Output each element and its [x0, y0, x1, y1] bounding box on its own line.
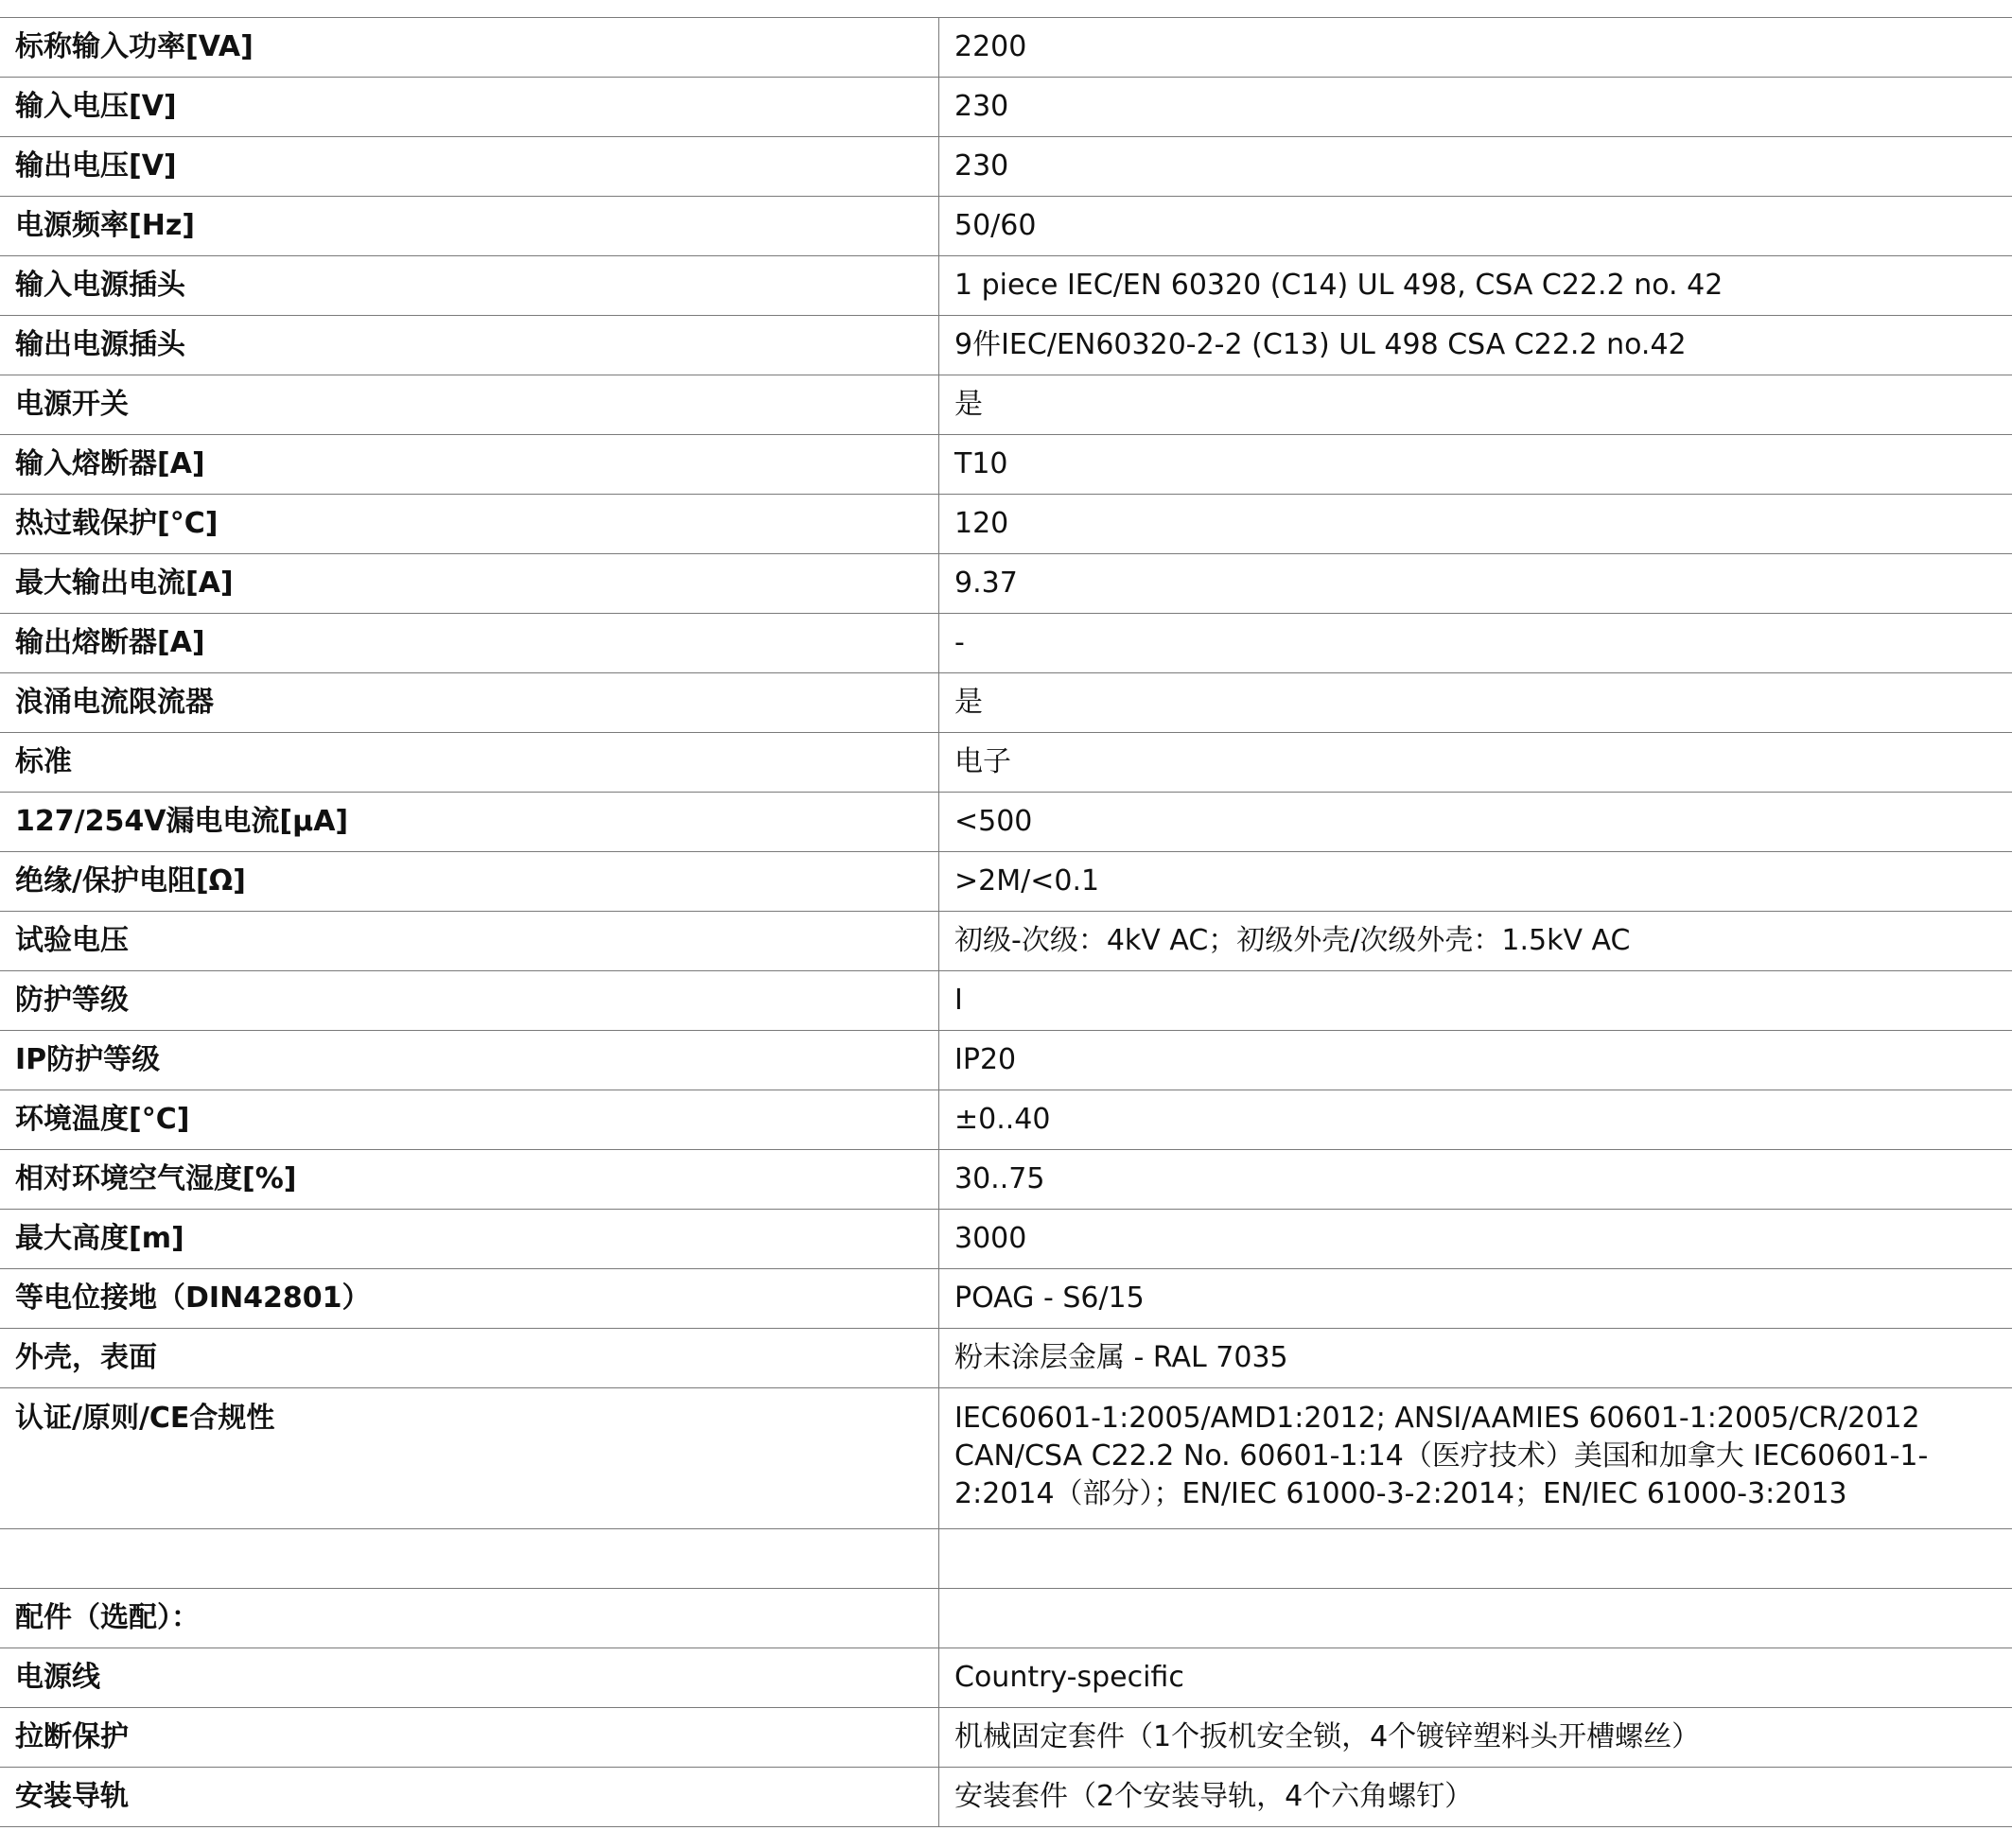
table-row — [0, 852, 2012, 912]
spec-value: IEC60601-1:2005/AMD1:2012; ANSI/AAMIES 60601-1:2005/CR/2012 CAN/CSA C22.2 No. 60601-1:14（医疗技术）美国和加拿大 IEC60601-1-2:2014（部分）；EN/IEC 61000-3-2:2014；EN/IEC 61000-3:2013 — [939, 1388, 2012, 1529]
spec-value: <500 — [939, 793, 2012, 852]
table-row — [0, 1708, 2012, 1768]
spec-key: 防护等级 — [0, 971, 939, 1031]
spec-key: 输入熔断器[A] — [0, 435, 939, 495]
spec-key: 相对环境空气湿度[%] — [0, 1150, 939, 1210]
spec-value: 2200 — [939, 18, 2012, 78]
spec-value: T10 — [939, 435, 2012, 495]
table-row — [0, 1210, 2012, 1269]
spec-value: I — [939, 971, 2012, 1031]
spec-value: ±0..40 — [939, 1090, 2012, 1150]
spec-value: 机械固定套件（1个扳机安全锁，4个镀锌塑料头开槽螺丝） — [939, 1708, 2012, 1768]
spec-value: 9.37 — [939, 554, 2012, 614]
spec-key: 电源开关 — [0, 375, 939, 435]
spec-value: 30..75 — [939, 1150, 2012, 1210]
spec-key: 电源频率[Hz] — [0, 197, 939, 256]
table-row — [0, 1269, 2012, 1329]
table-row — [0, 1388, 2012, 1529]
spec-key: 热过载保护[°C] — [0, 495, 939, 554]
spec-value: 初级-次级：4kV AC；初级外壳/次级外壳：1.5kV AC — [939, 912, 2012, 971]
table-row — [0, 912, 2012, 971]
table-row — [0, 793, 2012, 852]
spec-value: >2M/<0.1 — [939, 852, 2012, 912]
table-row — [0, 495, 2012, 554]
spec-key: 环境温度[°C] — [0, 1090, 939, 1150]
table-row — [0, 18, 2012, 78]
spec-value: 120 — [939, 495, 2012, 554]
spec-key: 输出电源插头 — [0, 316, 939, 375]
table-row — [0, 971, 2012, 1031]
table-row — [0, 78, 2012, 137]
table-row — [0, 1150, 2012, 1210]
table-row — [0, 1768, 2012, 1827]
spec-key: 输入电源插头 — [0, 256, 939, 316]
spec-key: 安装导轨 — [0, 1768, 939, 1827]
table-row — [0, 1031, 2012, 1090]
spec-value: 230 — [939, 78, 2012, 137]
spec-value: 1 piece IEC/EN 60320 (C14) UL 498, CSA C22.2 no. 42 — [939, 256, 2012, 316]
spec-key: 拉断保护 — [0, 1708, 939, 1768]
table-row — [0, 137, 2012, 197]
table-row — [0, 554, 2012, 614]
spec-value — [939, 1529, 2012, 1589]
table-row — [0, 673, 2012, 733]
spec-key: 浪涌电流限流器 — [0, 673, 939, 733]
table-row-empty — [0, 1529, 2012, 1589]
spec-value: 是 — [939, 375, 2012, 435]
spec-value: POAG - S6/15 — [939, 1269, 2012, 1329]
spec-value — [939, 1589, 2012, 1648]
spec-key: IP防护等级 — [0, 1031, 939, 1090]
spec-key: 电源线 — [0, 1648, 939, 1708]
spec-value: IP20 — [939, 1031, 2012, 1090]
table-row — [0, 1648, 2012, 1708]
spec-table — [0, 17, 2012, 1827]
table-row — [0, 1329, 2012, 1388]
table-row — [0, 614, 2012, 673]
spec-key: 认证/原则/CE合规性 — [0, 1388, 939, 1529]
table-row — [0, 316, 2012, 375]
spec-key: 最大高度[m] — [0, 1210, 939, 1269]
spec-value: 电子 — [939, 733, 2012, 793]
section-heading: 配件（选配）： — [0, 1589, 939, 1648]
table-row — [0, 1090, 2012, 1150]
spec-value: 粉末涂层金属 - RAL 7035 — [939, 1329, 2012, 1388]
spec-key: 外壳，表面 — [0, 1329, 939, 1388]
spec-value: 230 — [939, 137, 2012, 197]
spec-key: 输出熔断器[A] — [0, 614, 939, 673]
spec-key: 输出电压[V] — [0, 137, 939, 197]
spec-key: 等电位接地（DIN42801） — [0, 1269, 939, 1329]
table-row — [0, 375, 2012, 435]
spec-key: 127/254V漏电电流[µA] — [0, 793, 939, 852]
spec-key: 最大输出电流[A] — [0, 554, 939, 614]
spec-value: 安装套件（2个安装导轨，4个六角螺钉） — [939, 1768, 2012, 1827]
table-row — [0, 435, 2012, 495]
spec-key: 绝缘/保护电阻[Ω] — [0, 852, 939, 912]
table-row-section — [0, 1589, 2012, 1648]
table-row — [0, 256, 2012, 316]
spec-value: 3000 — [939, 1210, 2012, 1269]
spec-value: Country-specific — [939, 1648, 2012, 1708]
spec-value: 是 — [939, 673, 2012, 733]
table-row — [0, 733, 2012, 793]
spec-key: 试验电压 — [0, 912, 939, 971]
table-row — [0, 197, 2012, 256]
spec-key: 标准 — [0, 733, 939, 793]
spec-value: 9件IEC/EN60320-2-2 (C13) UL 498 CSA C22.2 no.42 — [939, 316, 2012, 375]
spec-key: 标称输入功率[VA] — [0, 18, 939, 78]
spec-value: 50/60 — [939, 197, 2012, 256]
spec-value: - — [939, 614, 2012, 673]
spec-key — [0, 1529, 939, 1589]
spec-key: 输入电压[V] — [0, 78, 939, 137]
